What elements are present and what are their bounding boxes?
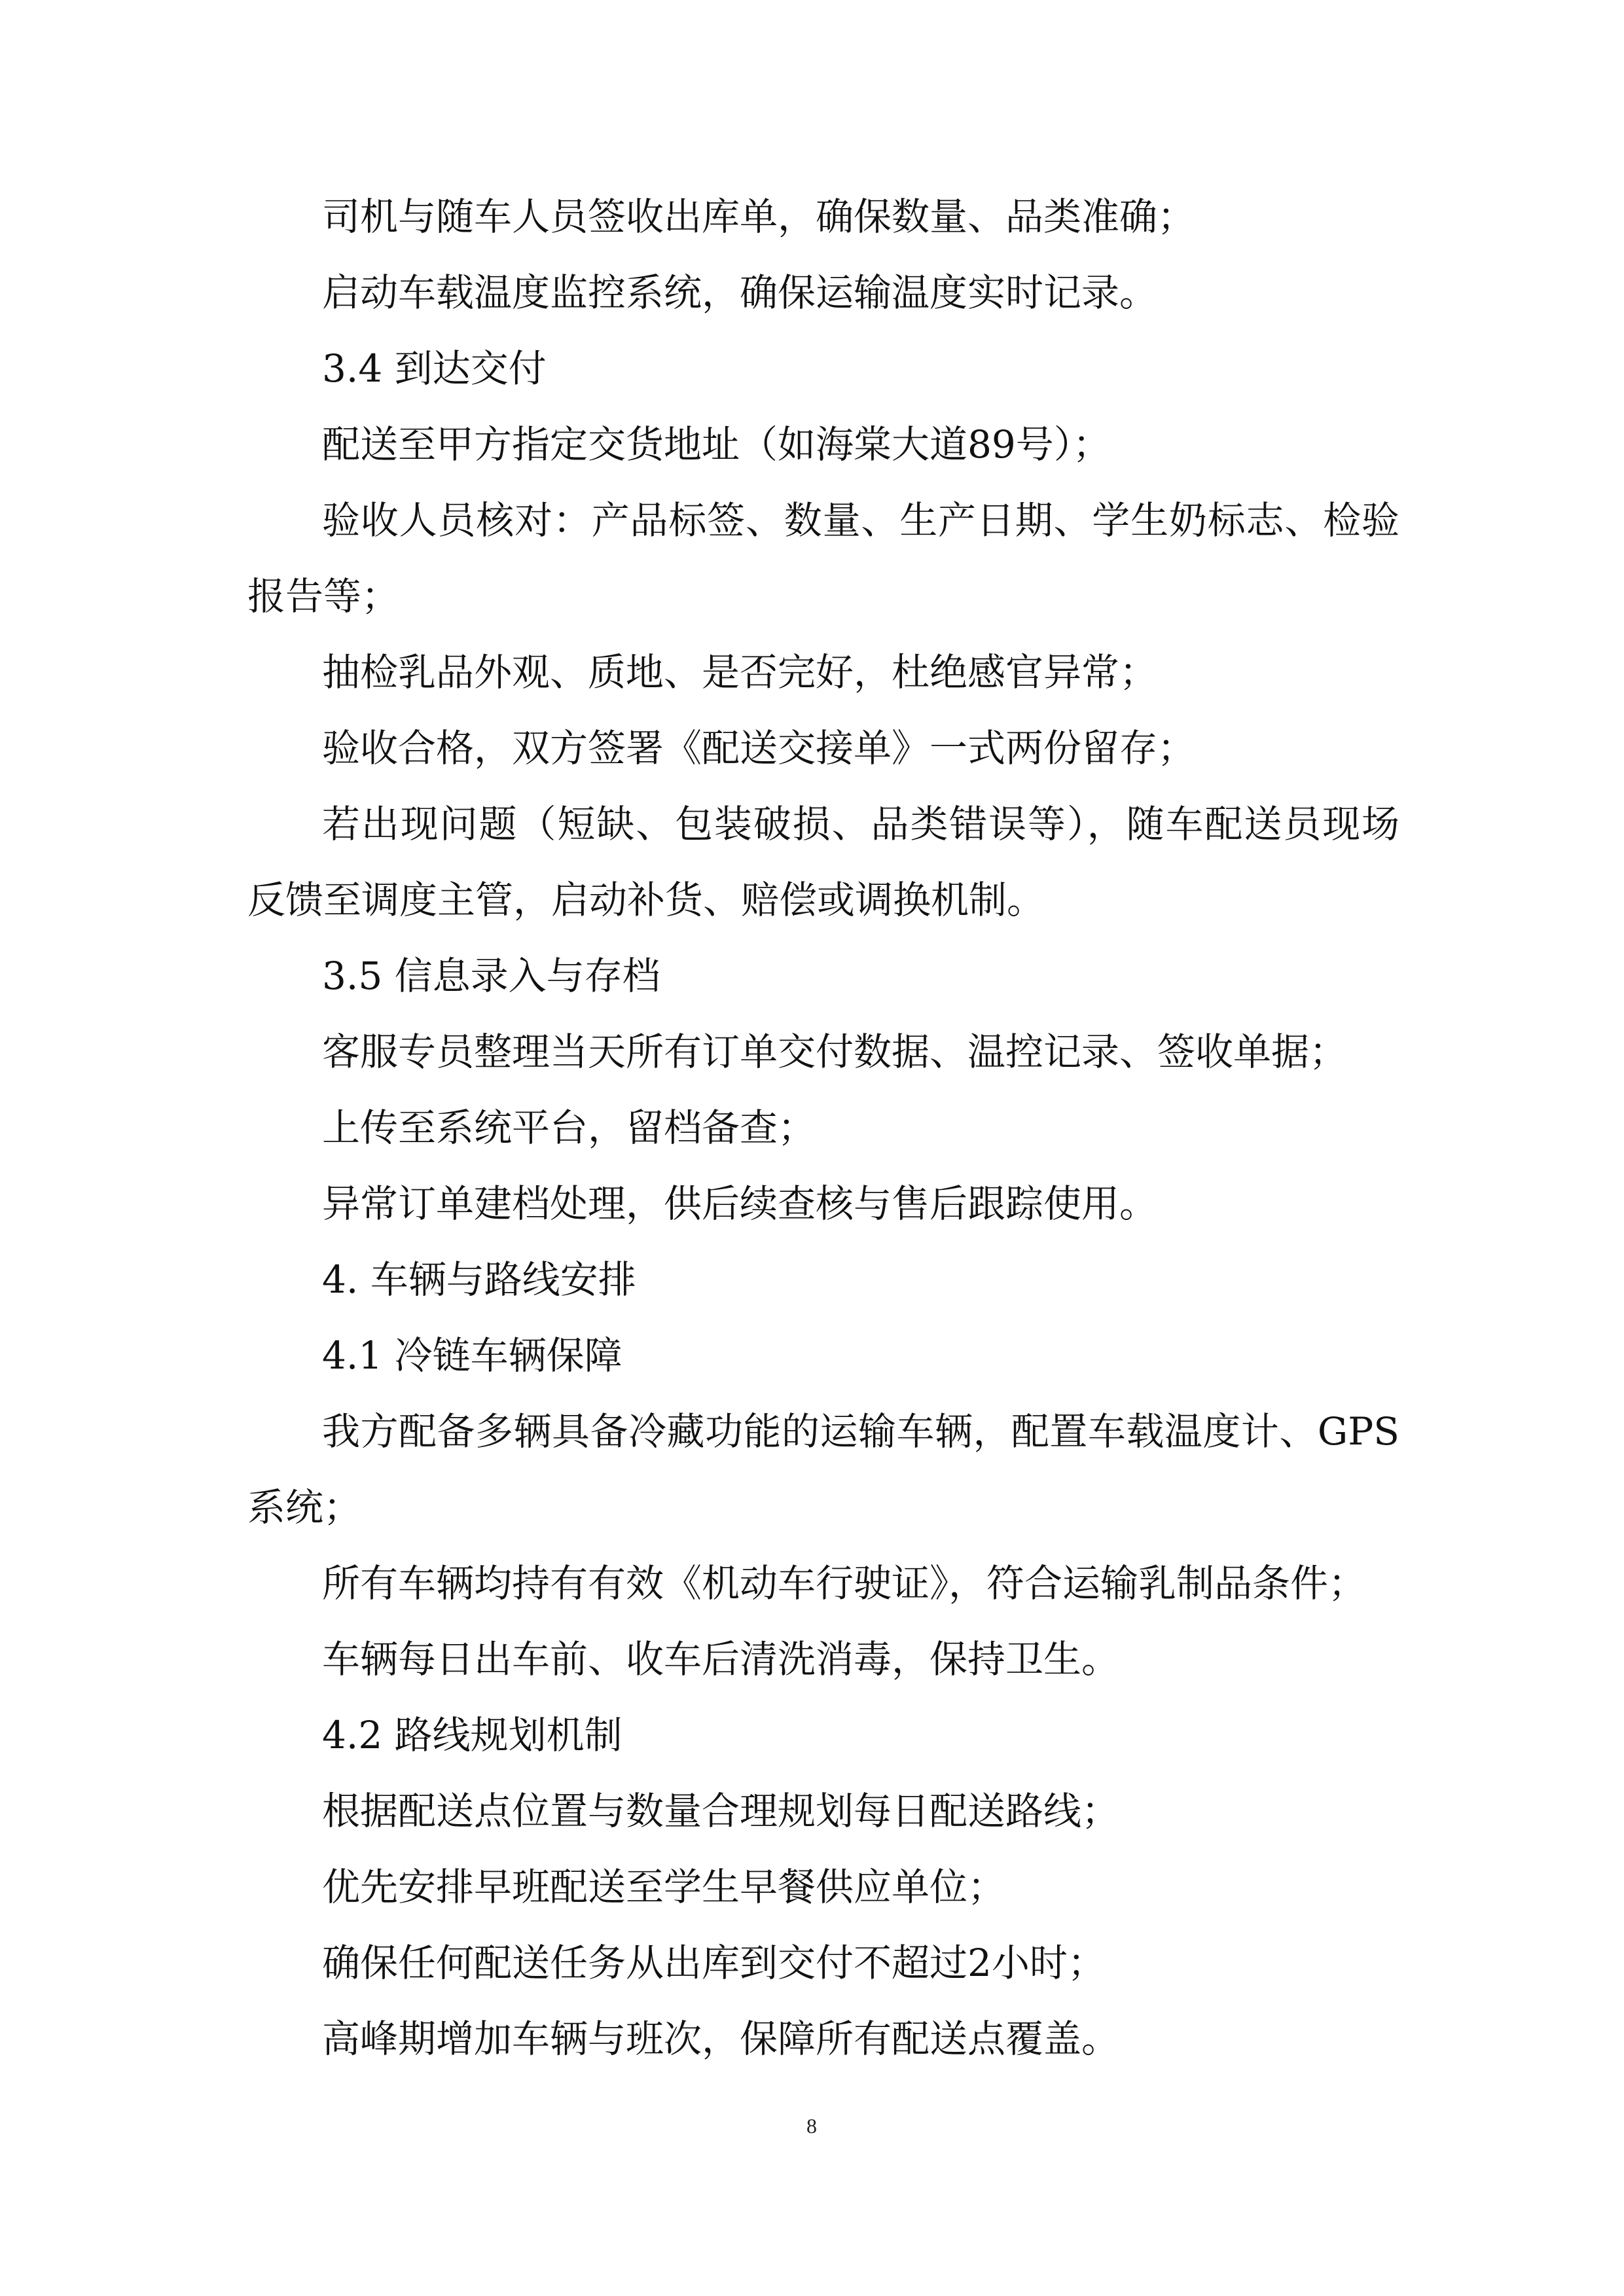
paragraph-route-planning: 根据配送点位置与数量合理规划每日配送路线；: [322, 1789, 1120, 1833]
paragraph-issues-line1: 若出现问题（短缺、包装破损、品类错误等），随车配送员现场: [322, 802, 1399, 846]
paragraph-acceptance: 验收合格，双方签署《配送交接单》一式两份留存；: [322, 726, 1196, 770]
heading-4-2: 4.2 路线规划机制: [322, 1713, 623, 1757]
paragraph-vehicle-license: 所有车辆均持有有效《机动车行驶证》，符合运输乳制品条件；: [322, 1561, 1367, 1605]
heading-3-5: 3.5 信息录入与存档: [322, 954, 660, 998]
paragraph-vehicles-line1: 我方配备多辆具备冷藏功能的运输车辆，配置车载温度计、GPS: [322, 1409, 1399, 1454]
paragraph-inspection-check-line1: 验收人员核对：产品标签、数量、生产日期、学生奶标志、检验: [322, 498, 1399, 543]
paragraph-sign-delivery-note: 司机与随车人员签收出库单，确保数量、品类准确；: [322, 194, 1196, 239]
paragraph-data-organize: 客服专员整理当天所有订单交付数据、温控记录、签收单据；: [322, 1030, 1348, 1074]
paragraph-sampling: 抽检乳品外观、质地、是否完好，杜绝感官异常；: [322, 650, 1158, 694]
paragraph-upload: 上传至系统平台，留档备查；: [322, 1105, 816, 1150]
heading-4-1: 4.1 冷链车辆保障: [322, 1333, 623, 1378]
heading-4: 4. 车辆与路线安排: [322, 1257, 636, 1302]
paragraph-early-delivery: 优先安排早班配送至学生早餐供应单位；: [322, 1865, 1006, 1909]
paragraph-inspection-check-line2: 报告等；: [247, 574, 400, 619]
paragraph-two-hours: 确保任何配送任务从出库到交付不超过2小时；: [322, 1941, 1106, 1985]
paragraph-delivery-address: 配送至甲方指定交货地址（如海棠大道89号）；: [322, 422, 1111, 467]
paragraph-peak-period: 高峰期增加车辆与班次，保障所有配送点覆盖。: [322, 2017, 1120, 2061]
paragraph-vehicle-cleaning: 车辆每日出车前、收车后清洗消毒，保持卫生。: [322, 1637, 1120, 1681]
page-number: 8: [806, 2114, 817, 2138]
paragraph-issues-line2: 反馈至调度主管，启动补货、赔偿或调换机制。: [247, 878, 1045, 922]
paragraph-temperature-monitor: 启动车载温度监控系统，确保运输温度实时记录。: [322, 270, 1158, 315]
heading-3-4: 3.4 到达交付: [322, 346, 547, 391]
paragraph-abnormal-orders: 异常订单建档处理，供后续查核与售后跟踪使用。: [322, 1181, 1158, 1226]
paragraph-vehicles-line2: 系统；: [247, 1485, 362, 1530]
